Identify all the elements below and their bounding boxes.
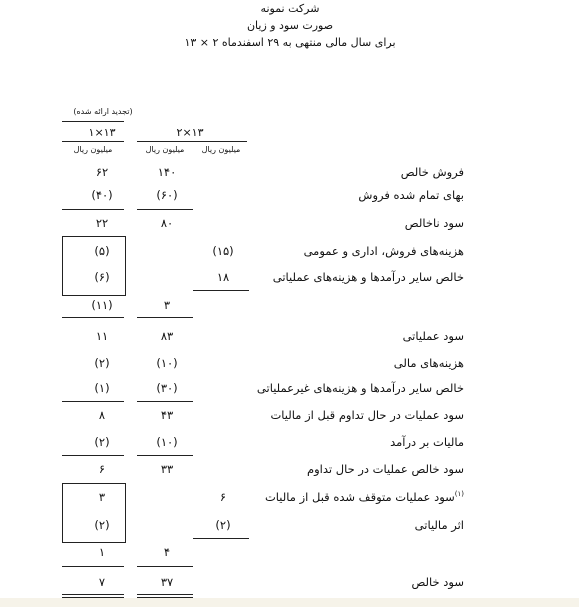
row-discontinued-subtotal-prev: ۱ [98,545,106,559]
row-net-sales-prev: ۶۲ [95,165,109,179]
row-label-sga: هزینه‌های فروش، اداری و عمومی [303,244,464,258]
row-net-continuing-prev: ۶ [98,462,106,476]
company-name: شرکت نمونه [260,2,320,15]
unit-curr: میلیون ریال [145,145,185,154]
row-tax-effect-prev: (۲) [94,518,110,532]
row-net-continuing-curr: ۳۳ [160,462,174,476]
rule-operating-curr [137,317,193,318]
row-label-net-profit: سود خالص [411,575,464,589]
row-pretax-continuing-curr: ۴۳ [160,408,174,422]
statement-period: برای سال مالی منتهی به ۲۹ اسفندماه ۲ × ۱۳ [184,36,396,49]
row-tax-effect-detail: (۲) [215,518,231,532]
row-label-other-operating: خالص سایر درآمدها و هزینه‌های عملیاتی [272,270,464,284]
header-line-curr [137,141,247,142]
row-label-income-tax: مالیات بر درآمد [390,435,464,449]
statement-title: صورت سود و زیان [246,19,334,32]
row-discontinued-subtotal-curr: ۴ [163,545,171,559]
rule-discontinued-detail [193,538,249,539]
unit-detail: میلیون ریال [201,145,241,154]
row-discontinued-detail: ۶ [219,490,227,504]
row-income-tax-prev: (۲) [94,435,110,449]
row-other-operating-detail: ۱۸ [216,270,230,284]
row-label-operating-profit: سود عملیاتی [402,329,464,343]
rule-pretax [62,401,124,402]
row-other-operating-prev: (۶) [94,270,110,284]
restated-note: (تجدید ارائه شده) [73,107,133,116]
rule-net-profit [62,566,124,567]
row-gross-profit-prev: ۲۲ [95,216,109,230]
rule-net-profit-curr [137,566,193,567]
rule-gross-curr [137,209,193,210]
header-year-curr: ۱۳×۲ [176,126,204,139]
rule-opex-detail [193,290,249,291]
row-label-discontinued-text: سود عملیات متوقف شده قبل از مالیات [264,490,455,504]
unit-prev: میلیون ریال [73,145,113,154]
row-income-tax-curr: (۱۰) [156,435,178,449]
row-non-operating-curr: (۳۰) [156,381,178,395]
row-label-cost-of-sales: بهای تمام شده فروش [358,188,464,202]
double-rule-curr-1 [137,594,193,595]
restated-underline [62,121,124,122]
bottom-strip [0,598,579,607]
header-line-prev [62,141,124,142]
row-net-profit-curr: ۳۷ [160,575,174,589]
row-finance-costs-prev: (۲) [94,356,110,370]
row-pretax-continuing-prev: ۸ [98,408,106,422]
rule-net-continuing-curr [137,455,193,456]
footnote-marker: (۱) [454,490,464,499]
row-net-sales-curr: ۱۴۰ [157,165,177,179]
rule-pretax-curr [137,401,193,402]
row-finance-costs-curr: (۱۰) [156,356,178,370]
row-label-net-sales: فروش خالص [400,165,464,179]
row-label-tax-effect: اثر مالیاتی [414,518,464,532]
rule-gross [62,209,124,210]
row-discontinued-prev: ۳ [98,490,106,504]
row-non-operating-prev: (۱) [94,381,110,395]
row-label-gross-profit: سود ناخالص [404,216,464,230]
row-opex-subtotal-curr: ۳ [163,298,171,312]
row-cost-of-sales-curr: (۶۰) [156,188,178,202]
row-label-pretax-continuing: سود عملیات در حال تداوم قبل از مالیات [270,408,464,422]
row-net-profit-prev: ۷ [98,575,106,589]
row-sga-prev: (۵) [94,244,110,258]
row-label-net-continuing: سود خالص عملیات در حال تداوم [306,462,464,476]
row-label-discontinued [265,490,464,504]
row-operating-profit-prev: ۱۱ [95,329,109,343]
row-cost-of-sales-prev: (۴۰) [91,188,113,202]
row-gross-profit-curr: ۸۰ [160,216,174,230]
rule-net-continuing [62,455,124,456]
row-opex-subtotal-prev: (۱۱) [91,298,113,312]
row-operating-profit-curr: ۸۳ [160,329,174,343]
double-rule-prev-1 [62,594,124,595]
row-label-finance-costs: هزینه‌های مالی [393,356,464,370]
header-year-prev: ۱۳×۱ [88,126,116,139]
rule-operating [62,317,124,318]
row-sga-detail: (۱۵) [212,244,234,258]
row-label-non-operating: خالص سایر درآمدها و هزینه‌های غیرعملیاتی [256,381,464,395]
